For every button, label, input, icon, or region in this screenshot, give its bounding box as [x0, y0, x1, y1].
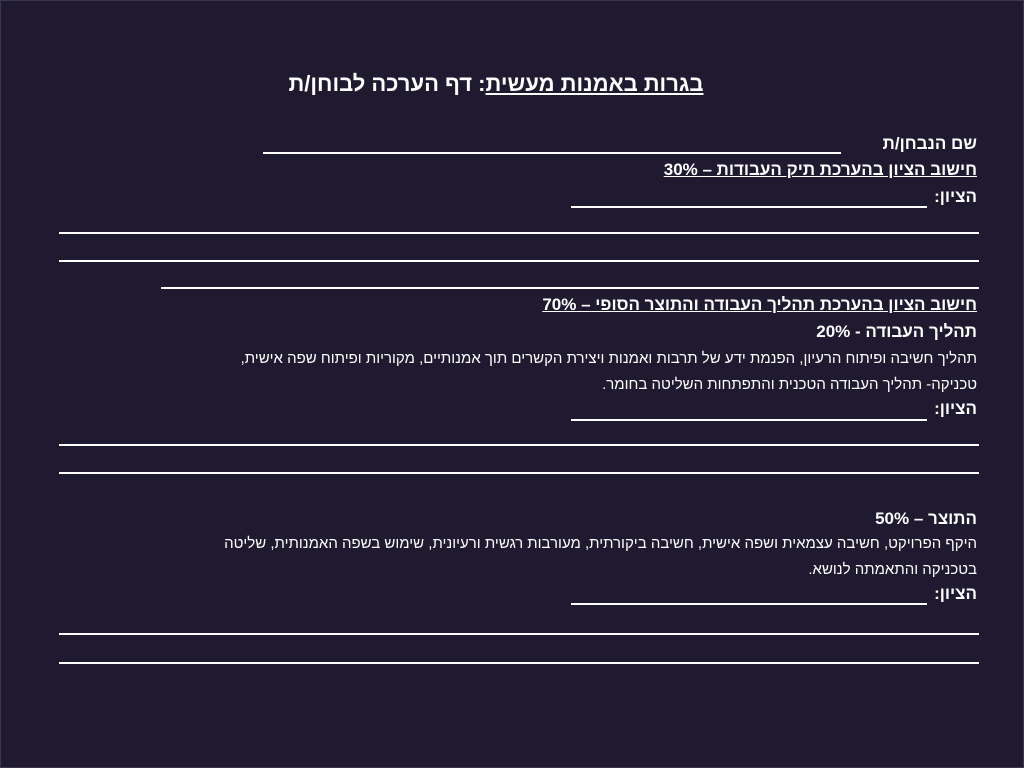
title-underlined: בגרות באמנות מעשית [485, 71, 704, 96]
portfolio-comment-line-3[interactable] [161, 287, 979, 289]
work-process-description [21, 346, 977, 398]
page-title [1, 71, 991, 97]
product-description-line-2: בטכניקה והתאמתה לנושא. [808, 561, 977, 578]
product-comment-line-1[interactable] [59, 633, 979, 635]
examinee-name-label [883, 134, 977, 154]
examinee-label-text: שם הנבחן/ת [882, 134, 977, 153]
title-rest: : דף הערכה לבוחן/ת [288, 71, 486, 96]
portfolio-score-label: הציון: [934, 187, 977, 206]
work-process-description-line-1: תהליך חשיבה ופיתוח הרעיון, הפנמת ידע של תרבות ואמנות ויצירת הקשרים תוך אמנותיים, מקוריות ופיתוח שפה אישית, [240, 350, 977, 367]
portfolio-score-blank[interactable] [571, 206, 927, 208]
portfolio-comment-line-2[interactable] [59, 260, 979, 262]
work-process-heading: תהליך העבודה - 20% [816, 322, 977, 341]
work-process-score-blank[interactable] [571, 419, 927, 421]
product-score-blank[interactable] [571, 603, 927, 605]
work-process-score-label: הציון: [934, 399, 977, 418]
portfolio-heading: חישוב הציון בהערכת תיק העבודות – 30% [663, 160, 977, 179]
examinee-name-blank[interactable] [263, 152, 841, 154]
process-product-heading: חישוב הציון בהערכת תהליך העבודה והתוצר הסופי – 70% [542, 295, 977, 314]
work-process-comment-line-2[interactable] [59, 472, 979, 474]
product-description-line-1: היקף הפרויקט, חשיבה עצמאית ושפה אישית, חשיבה ביקורתית, מעורבות רגשית ורעיונית, שימוש בשפה האמנותית, שליטה [224, 535, 977, 552]
product-score-label: הציון: [934, 584, 977, 603]
portfolio-comment-line-1[interactable] [59, 232, 979, 234]
product-heading: התוצר – 50% [875, 509, 977, 528]
product-comment-line-2[interactable] [59, 662, 979, 664]
product-description [21, 531, 977, 583]
work-process-description-line-2: טכניקה- תהליך העבודה הטכנית והתפתחות השליטה בחומר. [602, 376, 977, 393]
work-process-comment-line-1[interactable] [59, 444, 979, 446]
